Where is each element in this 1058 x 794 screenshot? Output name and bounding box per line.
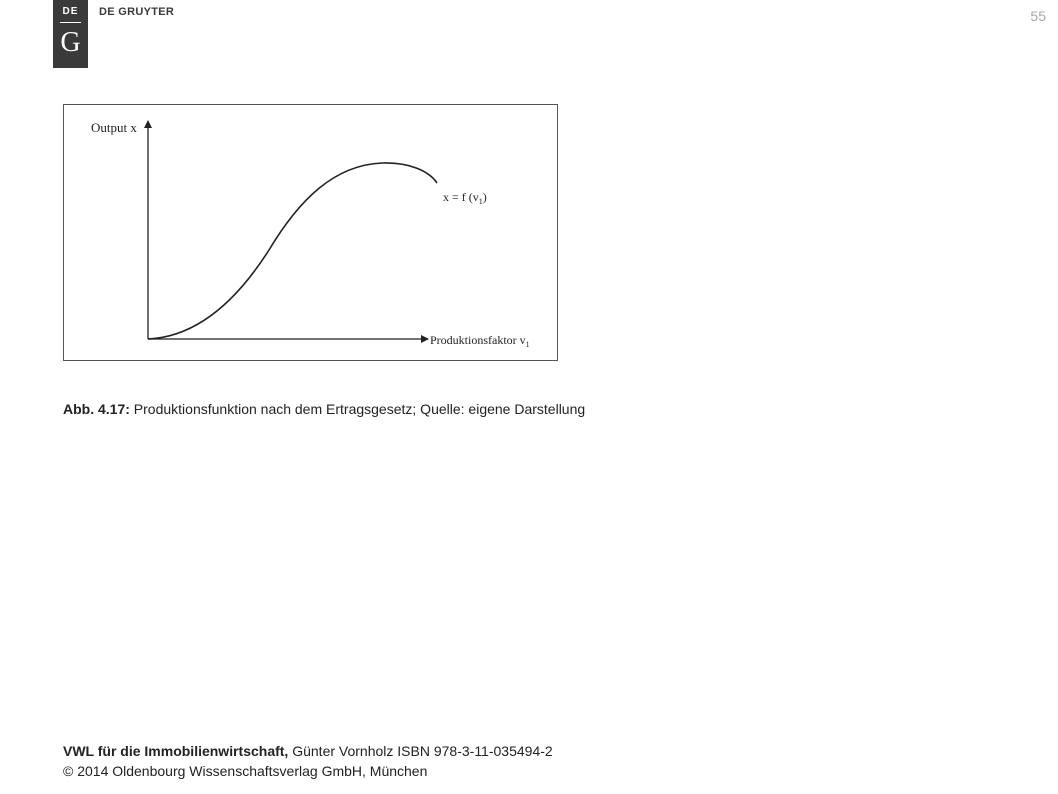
logo-divider [60, 22, 81, 23]
production-function-diagram [64, 105, 559, 362]
author-isbn: Günter Vornholz ISBN 978-3-11-035494-2 [292, 743, 553, 759]
book-title: VWL für die Immobilienwirtschaft, [63, 743, 289, 759]
caption-text: Produktionsfunktion nach dem Ertragsgesetz; Quelle: eigene Darstellung [133, 401, 586, 417]
curve-label-main: x = f (v [443, 190, 479, 204]
figure-caption [63, 401, 585, 417]
publisher-name: DE GRUYTER [99, 6, 175, 18]
curve-label-end: ) [482, 190, 487, 204]
curve-label-sub: 1 [478, 197, 483, 206]
x-axis-label [430, 333, 530, 349]
x-axis-label-sub: 1 [525, 340, 530, 349]
caption-label: Abb. 4.17: [63, 401, 130, 417]
logo-de-text: DE [62, 6, 79, 17]
publisher-logo [53, 0, 88, 68]
footer-line-1 [63, 741, 553, 761]
y-axis-label: Output x [91, 120, 137, 135]
figure-production-function [63, 104, 558, 361]
curve-label [443, 190, 487, 206]
x-axis-label-main: Produktionsfaktor v [430, 333, 526, 347]
logo-g-letter: G [60, 27, 81, 58]
copyright: © 2014 Oldenbourg Wissenschaftsverlag GmbH, München [63, 763, 428, 779]
page-footer [63, 741, 553, 781]
page-number: 55 [1030, 8, 1046, 24]
production-curve [148, 163, 437, 339]
